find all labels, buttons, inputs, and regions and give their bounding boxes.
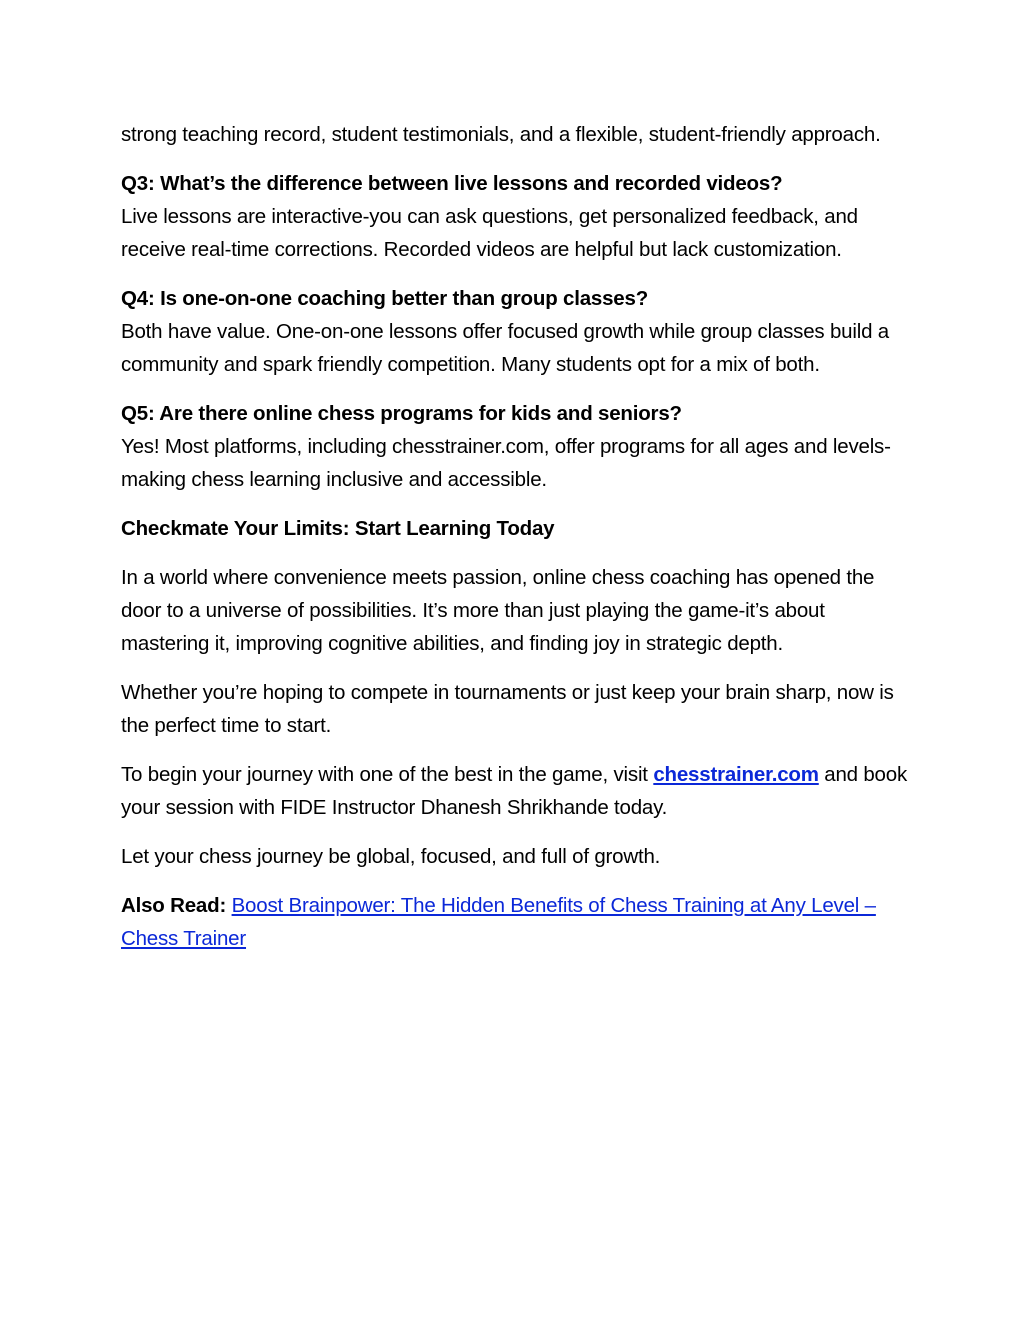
- cta-text-after: and book your session with FIDE Instructor Dhanesh Shrikhande today.: [121, 763, 908, 819]
- body-paragraph: Whether you’re hoping to compete in tournaments or just keep your brain sharp, now is the perfect time to start.: [121, 681, 894, 737]
- document-page: [121, 118, 911, 971]
- also-read-paragraph: [121, 889, 911, 955]
- cta-paragraph: [121, 758, 911, 824]
- section-heading: Checkmate Your Limits: Start Learning Today: [121, 517, 555, 540]
- faq-question: Q3: What’s the difference between live lessons and recorded videos?: [121, 172, 783, 195]
- faq-item-q4: [121, 282, 911, 381]
- faq-question: Q5: Are there online chess programs for kids and seniors?: [121, 402, 682, 425]
- body-paragraph: In a world where convenience meets passion, online chess coaching has opened the door to a universe of possibilities. It’s more than just playing the game-it’s about mastering it, improving cognitive abilities, and finding joy in strategic depth.: [121, 566, 875, 655]
- chesstrainer-link[interactable]: chesstrainer.com: [653, 763, 819, 786]
- also-read-label: Also Read:: [121, 894, 227, 917]
- faq-answer: Live lessons are interactive-you can ask questions, get personalized feedback, and receive real-time corrections. Recorded videos are helpful but lack customization.: [121, 205, 858, 261]
- faq-item-q3: [121, 167, 911, 266]
- also-read-link[interactable]: Boost Brainpower: The Hidden Benefits of Chess Training at Any Level – Chess Trainer: [121, 894, 876, 950]
- closing-paragraph: Let your chess journey be global, focused, and full of growth.: [121, 845, 661, 868]
- faq-item-q5: [121, 397, 911, 496]
- cta-text-before: To begin your journey with one of the best in the game, visit: [121, 763, 654, 786]
- faq-question: Q4: Is one-on-one coaching better than group classes?: [121, 287, 649, 310]
- faq-answer: Yes! Most platforms, including chesstrainer.com, offer programs for all ages and levels-making chess learning inclusive and accessible.: [121, 435, 891, 491]
- faq-answer: Both have value. One-on-one lessons offer focused growth while group classes build a community and spark friendly competition. Many students opt for a mix of both.: [121, 320, 889, 376]
- intro-tail-paragraph: strong teaching record, student testimonials, and a flexible, student-friendly approach.: [121, 123, 881, 146]
